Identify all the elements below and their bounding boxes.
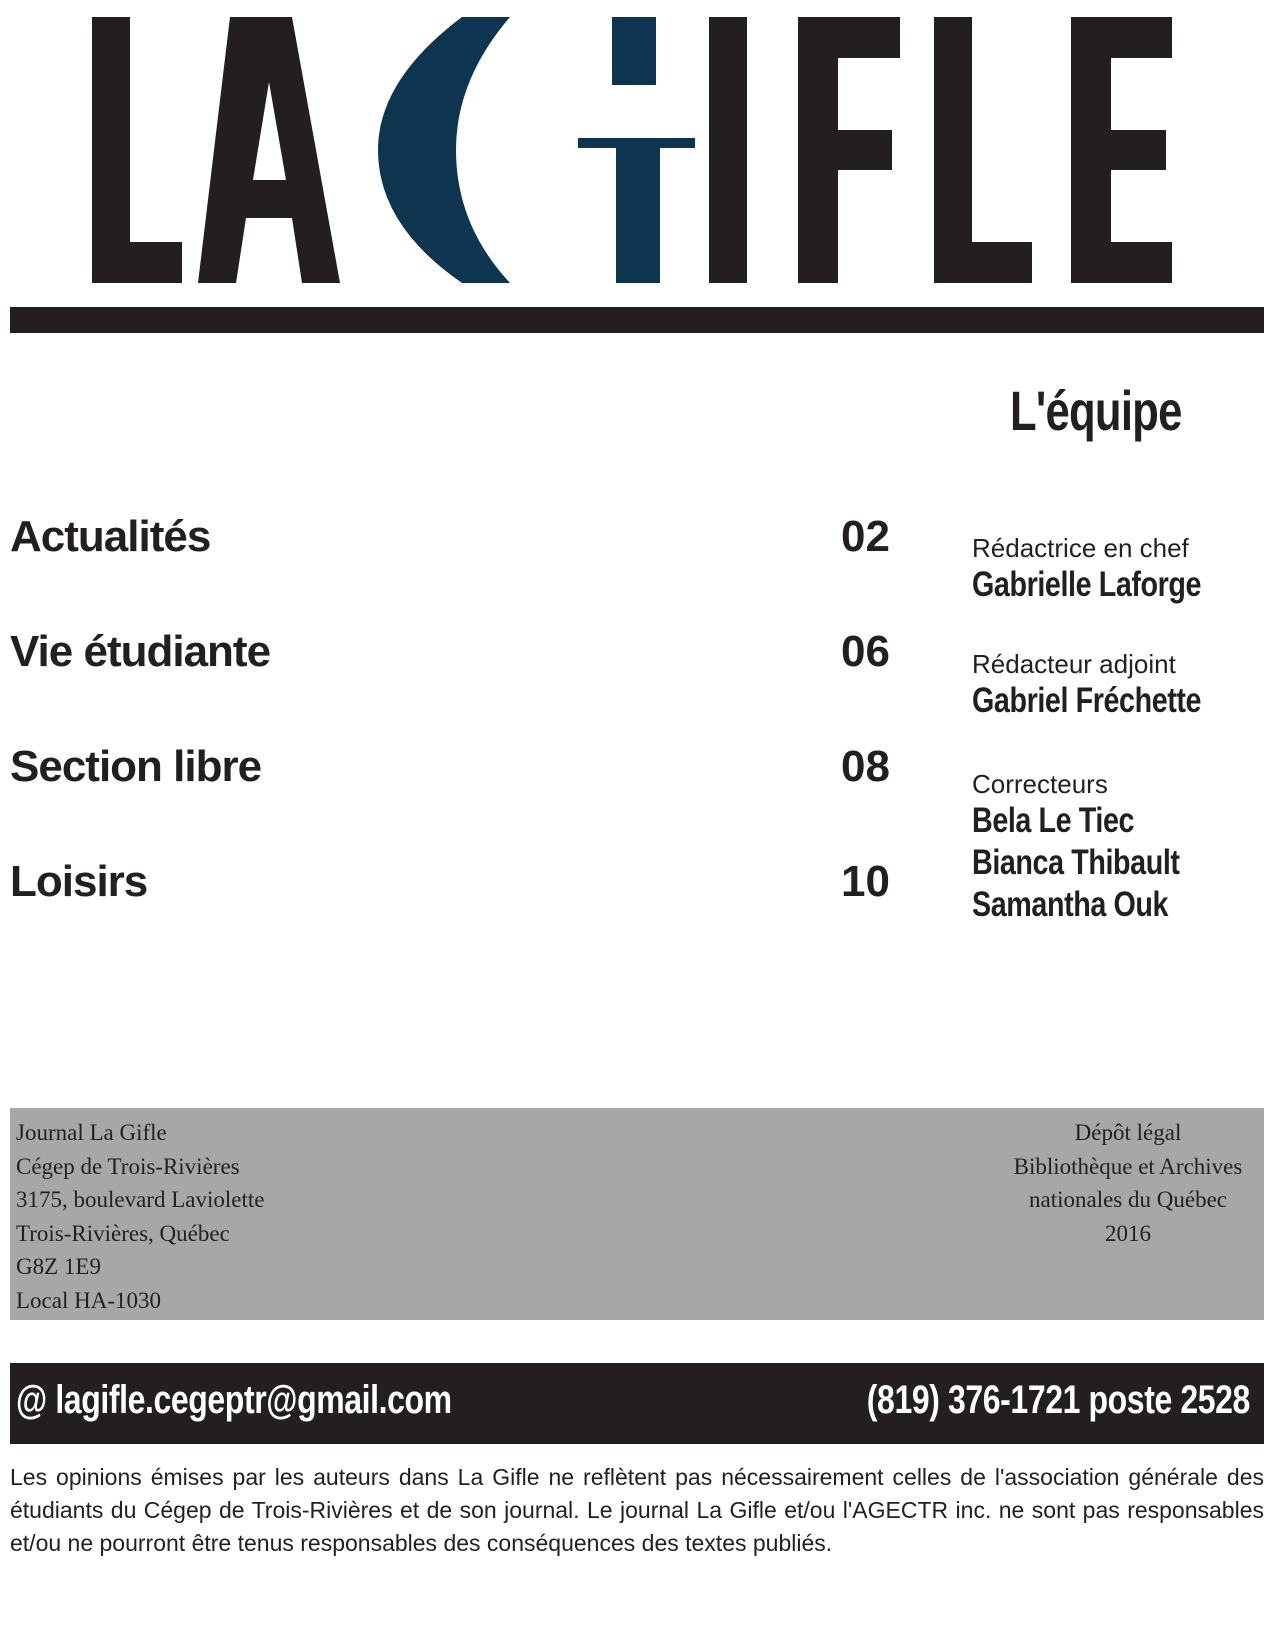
team-member: Gabrielle Laforge	[972, 565, 1202, 604]
toc-page-number: 06	[841, 627, 890, 676]
masthead-logo	[0, 0, 1275, 300]
toc-row-vie-etudiante[interactable]	[10, 627, 890, 742]
legal-deposit	[994, 1116, 1262, 1250]
toc-page-number: 08	[841, 742, 890, 791]
table-of-contents	[10, 512, 890, 972]
contact-bar	[10, 1363, 1264, 1444]
toc-page-number: 10	[841, 857, 890, 906]
team-block-assistant-editor	[972, 648, 1272, 722]
toc-label: Loisirs	[10, 857, 148, 906]
toc-row-actualites[interactable]	[10, 512, 890, 627]
team-member: Samantha Ouk	[972, 885, 1169, 924]
masthead-logo-graphic	[0, 0, 1275, 300]
disclaimer-text: Les opinions émises par les auteurs dans La Gifle ne reflètent pas nécessairement celles de l'association générale des étudiants du Cégep de Trois-Rivières et de son journal. Le journal La Gifle et/ou l'AGECTR inc. ne sont pas responsables et/ou ne pourront être tenus responsables des conséquences des textes publiés.	[10, 1464, 1264, 1556]
team-member: Bela Le Tiec	[972, 801, 1135, 840]
address-line: G8Z 1E9	[16, 1254, 101, 1279]
toc-row-loisirs[interactable]	[10, 857, 890, 972]
legal-line: Dépôt légal	[1074, 1120, 1182, 1145]
address-line: Cégep de Trois-Rivières	[16, 1153, 240, 1179]
team-role: Rédactrice en chef	[972, 533, 1189, 563]
masthead-rule	[10, 307, 1264, 333]
toc-label: Vie étudiante	[10, 627, 271, 676]
journal-address	[16, 1116, 264, 1317]
address-line: 3175, boulevard Laviolette	[16, 1187, 265, 1212]
team-block-editor-in-chief	[972, 532, 1272, 606]
email-contact[interactable]	[16, 1378, 452, 1423]
info-panel	[10, 1108, 1264, 1320]
toc-label: Section libre	[10, 742, 262, 791]
phone-number[interactable]: (819) 376-1721 poste 2528	[866, 1378, 1250, 1422]
toc-page-number: 02	[841, 512, 890, 561]
legal-line: nationales du Québec	[1029, 1187, 1227, 1212]
address-line: Trois-Rivières, Québec	[16, 1220, 230, 1246]
team-role: Rédacteur adjoint	[972, 649, 1176, 679]
toc-row-section-libre[interactable]	[10, 742, 890, 857]
team-block-proofreaders	[972, 768, 1272, 926]
toc-label: Actualités	[10, 512, 211, 561]
at-icon: @	[16, 1378, 47, 1422]
team-member: Gabriel Fréchette	[972, 681, 1202, 720]
legal-line: 2016	[1105, 1220, 1151, 1246]
team-credits	[972, 532, 1272, 964]
team-member: Bianca Thibault	[972, 843, 1180, 882]
team-heading: L'équipe	[1010, 379, 1182, 442]
address-line: Journal La Gifle	[16, 1120, 167, 1145]
email-link[interactable]: lagifle.cegeptr@gmail.com	[55, 1378, 452, 1422]
address-line: Local HA-1030	[16, 1287, 161, 1313]
legal-line: Bibliothèque et Archives	[1013, 1153, 1243, 1179]
team-role: Correcteurs	[972, 769, 1108, 799]
